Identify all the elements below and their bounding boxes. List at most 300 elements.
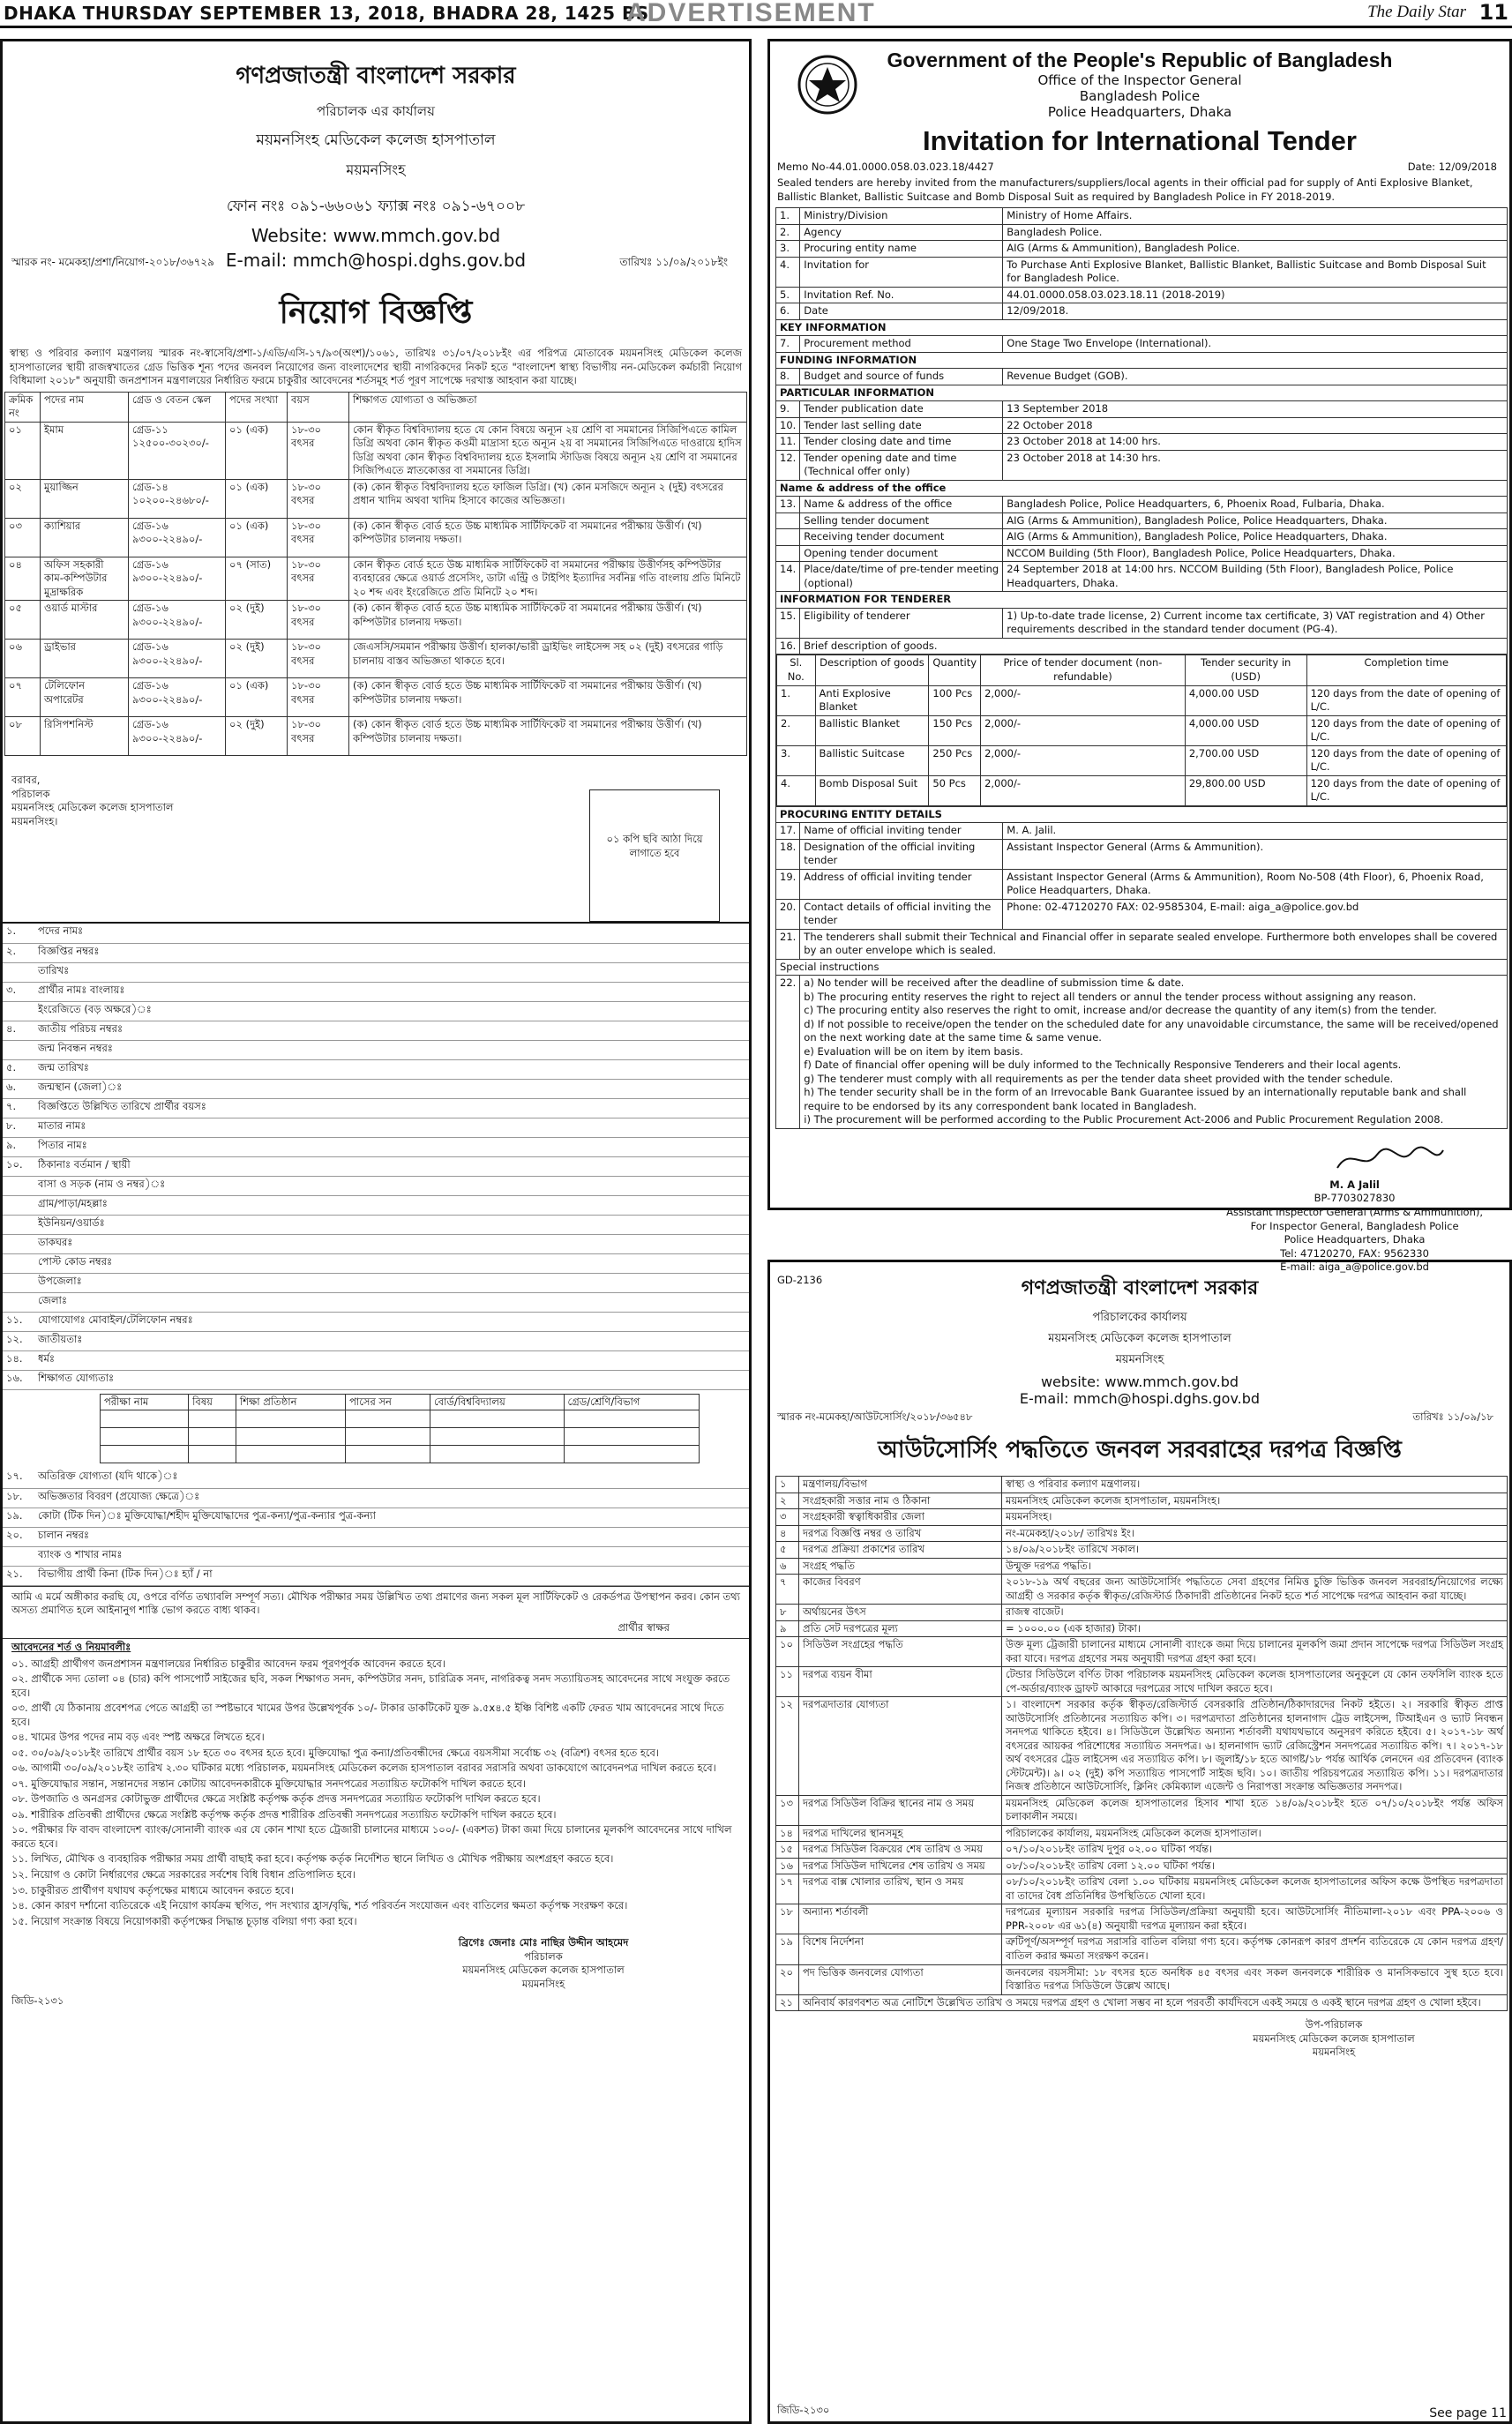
goods-value: Anti Explosive Blanket: [815, 685, 929, 715]
row-value: Revenue Budget (GOB).: [1003, 369, 1508, 385]
table-row: [776, 241, 1508, 258]
form-label: চালান নম্বরঃ: [34, 1527, 749, 1546]
goods-value: 2,000/-: [981, 685, 1186, 715]
table-row: [776, 839, 1508, 869]
goods-row: [776, 655, 1508, 806]
masthead-page-number: 11: [1478, 0, 1508, 25]
form-label: পোস্ট কোড নম্বরঃ: [34, 1253, 749, 1273]
section-header: [776, 319, 1508, 336]
row-num: ৪: [776, 1525, 799, 1542]
ad-outsourcing-tender: [767, 1260, 1512, 2424]
b-signature-mark: [1333, 1141, 1448, 1177]
row-num: 11.: [776, 434, 800, 451]
row-num: 15.: [776, 608, 800, 638]
goods-value: 29,800.00 USD: [1185, 775, 1306, 805]
goods-value: 4,000.00 USD: [1185, 685, 1306, 715]
goods-value: 4.: [777, 775, 816, 805]
goods-item: [777, 775, 1507, 805]
form-row: [3, 1040, 749, 1059]
row-label: Name & address of the office: [800, 497, 1003, 513]
row-value: 22 October 2018: [1003, 417, 1508, 434]
a-phone: ফোন নংঃ ০৯১-৬৬০৬১ ফ্যাক্স নংঃ ০৯১-৬৭০০৮: [226, 198, 526, 215]
table-row: [776, 512, 1508, 529]
table-cell: গ্রেড-১৪ ১০২০০-২৪৬৮০/-: [129, 479, 226, 518]
table-row: [776, 1620, 1508, 1637]
table-row: [5, 479, 747, 518]
row-value: The tenderers shall submit their Technical and Financial offer in separate sealed envelope. Furthermore both envelopes shall be covered by an outer envelope which is sealed.: [800, 929, 1508, 959]
form-row: [3, 1527, 749, 1546]
row-value: Bangladesh Police, Police Headquarters, 6, Phoenix Road, Fulbaria, Dhaka.: [1003, 497, 1508, 513]
a-col-header: ক্রমিক নং: [5, 392, 41, 422]
table-row: [776, 1934, 1508, 1964]
table-cell: ১৮-৩০ বৎসর: [288, 678, 349, 717]
condition-item: ১১. লিখিত, মৌখিক ও ব্যবহারিক পরীক্ষার সময় প্রার্থী বাছাই করা হবে। কর্তৃপক্ষ কর্তৃক নির্দেশিত স্থানে লিখিত ও মৌখিক পরীক্ষায় অংশগ্রহণ করতে হবে।: [11, 1852, 614, 1866]
table-cell: ০১ (এক): [226, 479, 288, 518]
goods-value: 3.: [777, 745, 816, 775]
form-label: বিজ্ঞপ্তিতে উল্লিখিত তারিখে প্রার্থীর বয়সঃ: [34, 1098, 749, 1118]
section-header: [776, 385, 1508, 401]
goods-value: 120 days from the date of opening of L/C.: [1306, 715, 1506, 745]
form-label: উপজেলাঃ: [34, 1273, 749, 1292]
form-row: [3, 1234, 749, 1253]
form-label: মাতার নামঃ: [34, 1118, 749, 1137]
row-num: ১০: [776, 1637, 799, 1667]
table-cell: ০২ (দুই): [226, 640, 288, 678]
ad-recruitment: [0, 39, 752, 2424]
table-cell: গ্রেড-১৬ ৯৩০০-২২৪৯০/-: [129, 717, 226, 756]
row-value: ২০১৮-১৯ অর্থ বছরের জন্য আউটসোর্সিং পদ্ধতিতে সেবা গ্রহণের নিমিত্ত চুক্তি ভিত্তিক জনবল সরবরাহ/নিয়োগের লক্ষ্যে আগ্রহী ও সরকার কর্তৃক স্বীকৃত/রেজিস্টার্ড ঠিকাদারী প্রতিষ্ঠানের নিকট হতে শর্ত সাপেক্ষে দরপত্র আহবান করা যাচ্ছে।: [1002, 1575, 1508, 1605]
goods-col-header: Price of tender document (non-refundable): [981, 655, 1186, 685]
row-num: 14.: [776, 562, 800, 592]
c-website: website: www.mmch.gov.bd: [1040, 1373, 1239, 1390]
table-cell: ১৮-৩০ বৎসর: [288, 601, 349, 640]
row-label: মন্ত্রণালয়/বিভাগ: [799, 1477, 1002, 1493]
form-label: ইউনিয়ন/ওয়ার্ডঃ: [34, 1215, 749, 1234]
form-label: পদের নামঃ: [34, 924, 749, 943]
goods-col-header: Completion time: [1306, 655, 1506, 685]
b-title: Invitation for International Tender: [922, 125, 1357, 156]
row-value: 23 October 2018 at 14:30 hrs.: [1003, 450, 1508, 480]
table-cell: (ক) কোন স্বীকৃত বোর্ড হতে উচ্চ মাধ্যমিক সার্টিফিকেট বা সমমানের পরীক্ষায় উত্তীর্ণ। (খ) কম্পিউটার চালনায় দক্ষতা।: [349, 678, 747, 717]
table-row: [776, 608, 1508, 638]
condition-item: ১৪. কোন কারণ দর্শানো ব্যতিরেকে এই নিয়োগ কার্যক্রম স্থগিত, পদ সংখ্যার হ্রাস/বৃদ্ধি, শর্ত পরিবর্তন সংযোজন এবং বাতিলের ক্ষমতা কর্তৃপক্ষ সংরক্ষণ করে।: [11, 1899, 628, 1912]
form-row: [3, 943, 749, 962]
a-col-header: পদের নাম: [41, 392, 129, 422]
row-num: 3.: [776, 241, 800, 258]
form-row: [3, 1176, 749, 1195]
goods-value: 50 Pcs: [929, 775, 981, 805]
goods-value: 2,000/-: [981, 745, 1186, 775]
edu-col-header: বিষয়: [189, 1394, 236, 1410]
table-cell: (ক) কোন স্বীকৃত বোর্ড হতে উচ্চ মাধ্যমিক সার্টিফিকেট বা সমমানের পরীক্ষায় উত্তীর্ণ। (খ) কম্পিউটার চালনায় দক্ষতা।: [349, 717, 747, 756]
table-cell: ০৭ (সাত): [226, 557, 288, 601]
row-value: To Purchase Anti Explosive Blanket, Ballistic Blanket, Ballistic Suitcase and Bomb Disposal Suit for Bangladesh Police.: [1003, 257, 1508, 287]
form-row: [3, 1469, 749, 1488]
row-num: ১২: [776, 1697, 799, 1796]
table-row: [776, 336, 1508, 353]
row-value: ০৭/১০/২০১৮ইং তারিখ দুপুর ০২.০০ ঘটিকা পর্যন্ত।: [1002, 1842, 1508, 1859]
table-cell: ড্রাইভার: [41, 640, 129, 678]
row-label: কাজের বিবরণ: [799, 1575, 1002, 1605]
tender-table: [775, 207, 1508, 1129]
table-cell: ১৮-৩০ বৎসর: [288, 640, 349, 678]
row-num: 7.: [776, 336, 800, 353]
form-label: বিজ্ঞপ্তির নম্বরঃ: [34, 943, 749, 962]
row-num: 19.: [776, 869, 800, 899]
section-header: [776, 592, 1508, 609]
row-num: 9.: [776, 401, 800, 418]
table-cell: (ক) কোন স্বীকৃত বোর্ড হতে উচ্চ মাধ্যমিক সার্টিফিকেট বা সমমানের পরীক্ষায় উত্তীর্ণ। (খ) কম্পিউটার চালনায় দক্ষতা।: [349, 601, 747, 640]
table-cell: গ্রেড-১৬ ৯৩০০-২২৪৯০/-: [129, 678, 226, 717]
signer-line: M. A Jalil: [1329, 1178, 1380, 1191]
table-cell: টেলিফোন অপারেটর: [41, 678, 129, 717]
table-row: [776, 1874, 1508, 1904]
row-label: অর্থায়নের উৎস: [799, 1605, 1002, 1621]
row-value: M. A. Jalil.: [1003, 823, 1508, 840]
instruction-item: a) No tender will be received after the deadline of submission time & date.: [804, 976, 1185, 990]
row-num: ৭: [776, 1575, 799, 1605]
table-cell: ক্যাশিয়ার: [41, 518, 129, 557]
goods-table: [776, 655, 1507, 805]
addressee-line: ময়মনসিংহ।: [11, 814, 58, 827]
row-value: জনবলের বয়সসীমা: ১৮ বৎসর হতে অনধিক ৪৫ বৎসর এবং সকল জনবলকে শারীরিক ও মানসিকভাবে সুস্থ হতে হবে। বিস্তারিত দরপত্র সিডিউলে উল্লেখ আছে।: [1002, 1964, 1508, 1994]
table-cell: গ্রেড-১১ ১২৫০০-৩০২৩০/-: [129, 422, 226, 479]
goods-col-header: Description of goods: [815, 655, 929, 685]
table-cell: গ্রেড-১৬ ৯৩০০-২২৪৯০/-: [129, 557, 226, 601]
row-value: = ১০০০.০০ (এক হাজার) টাকা।: [1002, 1620, 1508, 1637]
application-form-2: [3, 1469, 749, 1586]
addressee-line: ময়মনসিংহ মেডিকেল কলেজ হাসপাতাল: [11, 801, 174, 814]
a-heading-gov: গণপ্রজাতন্ত্রী বাংলাদেশ সরকার: [236, 63, 516, 89]
row-label: দরপত্র সিডিউল বিক্রয়ের শেষ তারিখ ও সময়: [799, 1842, 1002, 1859]
row-num: ১৭: [776, 1874, 799, 1904]
table-row: [776, 1525, 1508, 1542]
row-num: 13.: [776, 497, 800, 513]
addressee-line: বরাবর,: [11, 774, 41, 787]
a-signer: [338, 1936, 749, 1991]
row-label: Selling tender document: [800, 512, 1003, 529]
row-value: AIG (Arms & Ammunition), Bangladesh Police.: [1003, 241, 1508, 258]
c-date: তারিখঃ ১১/০৯/১৮: [1412, 1410, 1493, 1423]
row-num: 4.: [776, 257, 800, 287]
row-label: Receiving tender document: [800, 529, 1003, 546]
row-value: Bangladesh Police.: [1003, 224, 1508, 241]
row-label: Invitation for: [800, 257, 1003, 287]
row-label: সিডিউল সংগ্রহের পদ্ধতি: [799, 1637, 1002, 1667]
section-title: PARTICULAR INFORMATION: [776, 385, 1508, 401]
form-row: [3, 1059, 749, 1079]
condition-item: ০৯. শারীরিক প্রতিবন্ধী প্রার্থীদের ক্ষেত্রে সংশ্লিষ্ট কর্তৃপক্ষ কর্তৃক প্রদত্ত শারীরিক প্রতিবন্ধী সনদপত্রের সত্যায়িত ফটোকপি দাখিল করতে হবে।: [11, 1807, 557, 1821]
signer-line: ময়মনসিংহ মেডিকেল কলেজ হাসপাতাল: [462, 1964, 625, 1977]
a-applicant-signature: প্রার্থীর স্বাক্ষর: [618, 1620, 670, 1634]
form-label: প্রার্থীর নামঃ বাংলায়ঃ: [34, 982, 749, 1001]
form-num: [3, 1253, 34, 1273]
row-label: বিশেষ নির্দেশনা: [799, 1934, 1002, 1964]
a-title: নিয়োগ বিজ্ঞপ্তি: [279, 295, 473, 331]
table-row: [776, 303, 1508, 320]
form-row: [3, 1156, 749, 1176]
table-cell: ০৭: [5, 678, 41, 717]
c-code: জিডি-২১৩০: [777, 2404, 830, 2417]
form-num: ১৭.: [3, 1469, 34, 1488]
row-num: 10.: [776, 417, 800, 434]
table-cell: ০১ (এক): [226, 678, 288, 717]
table-cell: কোন স্বীকৃত বিশ্ববিদ্যালয় হতে যে কোন বিষয়ে অন্যূন ২য় শ্রেণি বা সমমানের সিজিপিএতে কামিল ডিগ্রি অথবা কোন স্বীকৃত কওমী মাদ্রাসা হতে অন্যূন ২য় বা সমমানের সিজিপিএতে দাওরায়ে হাদিস ডিগ্রি অথবা কোন স্বীকৃত বিশ্ববিদ্যালয় হতে ইসলামি স্টাডিজ বিষয়ে অন্যূন ২য় শ্রেণি বা সমমানের সিজিপিএতে স্নাতকোত্তর বা সমমানের ডিগ্রি।: [349, 422, 747, 479]
condition-item: ০৮. উপজাতি ও অনগ্রসর কোটাভুক্ত প্রার্থীদের ক্ষেত্রে সংশ্লিষ্ট কর্তৃপক্ষ কর্তৃক প্রদত্ত সনদপত্রের সত্যায়িত ফটোকপি দাখিল করতে হবে।: [11, 1792, 541, 1806]
table-cell: ওয়ার্ড মাস্টার: [41, 601, 129, 640]
form-label: বাসা ও সড়ক (নাম ও নম্বর)ঃ: [34, 1176, 749, 1195]
signer-line: ব্রিগেঃ জেনাঃ মোঃ নাছির উদ্দীন আহমেদ: [458, 1936, 629, 1949]
row-label: Procuring entity name: [800, 241, 1003, 258]
a-memo: স্মারক নং- মমেকহা/প্রশা/নিয়োগ-২০১৮/৩৬৭২৯: [11, 256, 214, 268]
special-instructions: [800, 976, 1508, 1129]
edu-col-header: গ্রেড/শ্রেণি/বিভাগ: [564, 1394, 700, 1410]
row-label: Eligibility of tenderer: [800, 608, 1003, 638]
table-cell: ০৩: [5, 518, 41, 557]
row-label: Tender closing date and time: [800, 434, 1003, 451]
signer-line: ময়মনসিংহ: [521, 1977, 565, 1990]
signer-line: Tel: 47120270, FAX: 9562330: [1280, 1246, 1429, 1260]
row-num: ১৫: [776, 1842, 799, 1859]
goods-value: 2,000/-: [981, 775, 1186, 805]
a-col-header: বয়স: [288, 392, 349, 422]
goods-value: 150 Pcs: [929, 715, 981, 745]
form-label: জন্ম তারিখঃ: [34, 1059, 749, 1079]
goods-col-header: Tender security in (USD): [1185, 655, 1306, 685]
table-row: [776, 869, 1508, 899]
condition-item: ০২. প্রার্থীকে সদ্য তোলা ০৪ (চার) কপি পাসপোর্ট সাইজের ছবি, সকল শিক্ষাগত সনদ, কম্পিউটার সনদ, চারিত্রিক সনদ, নাগরিকত্ব সনদ সত্যায়িতসহ আবেদনের সাথে সংযুক্ত করতে হবে।: [11, 1672, 730, 1699]
form-label: কোটা (টিক দিন)ঃ মুক্তিযোদ্ধা/শহীদ মুক্তিযোদ্ধাদের পুত্র-কন্যা/পুত্র-কন্যার পুত্র-কন্যা: [34, 1508, 749, 1527]
table-row: [5, 518, 747, 557]
row-num: [776, 545, 800, 562]
row-num: ১: [776, 1477, 799, 1493]
goods-item: [777, 745, 1507, 775]
page-masthead: [0, 0, 1512, 28]
signer-line: ময়মনসিংহ: [1312, 2046, 1356, 2059]
row-num: ২: [776, 1493, 799, 1509]
form-num: [3, 1001, 34, 1021]
goods-col-header: Sl. No.: [777, 655, 816, 685]
a-conditions: [3, 1657, 749, 1929]
row-num: ৬: [776, 1558, 799, 1575]
table-row: [776, 1795, 1508, 1825]
ad-police-tender: [767, 39, 1512, 1286]
table-row: [776, 929, 1508, 959]
a-code: জিডি-২১৩১: [11, 1994, 64, 2008]
a-email: E-mail: mmch@hospi.dghs.gov.bd: [225, 250, 527, 271]
goods-value: Bomb Disposal Suit: [815, 775, 929, 805]
condition-item: ০৭. মুক্তিযোদ্ধার সন্তান, সন্তানদের সন্তান কোটায় আবেদনকারীকে মুক্তিযোদ্ধার সনদপত্রের সত্যায়িত ফটোকপি দাখিল করতে হবে।: [11, 1777, 527, 1790]
table-row: [776, 899, 1508, 929]
condition-item: ১০. পরীক্ষার ফি বাবদ বাংলাদেশ ব্যাংক/সোনালী ব্যাংক এর যে কোন শাখা হতে ট্রেজারী চালানের মাধ্যমে ১০০/- (একশত) টাকা জমা দিয়ে চালানের মূলকপি আবেদনের সাথে দাখিল করতে হবে।: [11, 1823, 732, 1850]
table-row: [776, 1825, 1508, 1842]
form-row: [3, 1566, 749, 1585]
form-num: ১.: [3, 924, 34, 943]
form-label: বিভাগীয় প্রার্থী কিনা (টিক দিন)ঃ হ্যাঁ / না: [34, 1566, 749, 1585]
table-cell: গ্রেড-১৬ ৯৩০০-২২৪৯০/-: [129, 518, 226, 557]
row-label: Invitation Ref. No.: [800, 287, 1003, 303]
form-num: [3, 1215, 34, 1234]
form-num: ১০.: [3, 1156, 34, 1176]
row-label: দরপত্র বাক্স খোলার তারিখ, স্থান ও সময়: [799, 1874, 1002, 1904]
table-row: [776, 1667, 1508, 1697]
form-row: [3, 924, 749, 943]
goods-value: 120 days from the date of opening of L/C.: [1306, 745, 1506, 775]
row-value: ময়মনসিংহ মেডিকেল কলেজ হাসপাতাল, ময়মনসিংহ।: [1002, 1493, 1508, 1509]
outsourcing-table: [775, 1476, 1508, 2011]
form-num: ১৮.: [3, 1488, 34, 1508]
row-label: দরপত্র প্রক্রিয়া প্রকাশের তারিখ: [799, 1542, 1002, 1559]
a-heading-hospital: ময়মনসিংহ মেডিকেল কলেজ হাসপাতাল: [256, 131, 496, 149]
row-label: Agency: [800, 224, 1003, 241]
signer-line: উপ-পরিচালক: [1305, 2018, 1363, 2031]
photo-box: [589, 789, 720, 922]
table-cell: ০৮: [5, 717, 41, 756]
row-num: ৮: [776, 1605, 799, 1621]
row-value: ময়মনসিংহ মেডিকেল কলেজ হাসপাতালের হিসাব শাখা হতে ১৪/০৯/২০১৮ইং হতে ০৭/১০/২০১৮ইং পর্যন্ত অফিস চলাকালীন সময়ে।: [1002, 1795, 1508, 1825]
row-value: ০৮/১০/২০১৮ইং তারিখ বেলা ১২.০০ ঘটিকা পর্যন্ত।: [1002, 1858, 1508, 1874]
form-num: ৭.: [3, 1098, 34, 1118]
addressee-line: পরিচালক: [11, 787, 50, 800]
condition-item: ০৩. প্রার্থী যে ঠিকানায় প্রবেশপত্র পেতে আগ্রহী তা স্পষ্টভাবে খামের উপর উল্লেখপূর্বক ১০/- টাকার ডাকটিকেট যুক্ত ৯.৫x৪.৫ ইঞ্চি বিশিষ্ট একটি ফেরত খাম আবেদনের সাথে দিতে হবে।: [11, 1702, 724, 1728]
row-label: Name of official inviting tender: [800, 823, 1003, 840]
table-row: [776, 434, 1508, 451]
form-row: [3, 1546, 749, 1566]
condition-item: ১৩. চাকুরীরত প্রার্থীগণ যথাযথ কর্তৃপক্ষের মাধ্যমে আবেদন করতে হবে।: [11, 1883, 295, 1897]
form-label: যোগাযোগঃ মোবাইল/টেলিফোন নম্বরঃ: [34, 1312, 749, 1331]
row-value: পরিচালকের কার্যালয়, ময়মনসিংহ মেডিকেল কলেজ হাসপাতাল।: [1002, 1825, 1508, 1842]
table-row: [776, 224, 1508, 241]
c-heading-office: পরিচালকের কার্যালয়: [1092, 1311, 1187, 1324]
row-value: 44.01.0000.058.03.023.18.11 (2018-2019): [1003, 287, 1508, 303]
table-row: [776, 638, 1508, 655]
row-label: Opening tender document: [800, 545, 1003, 562]
a-conditions-title: আবেদনের শর্ত ও নিয়মাবলীঃ: [3, 1638, 749, 1657]
table-cell: ১৮-৩০ বৎসর: [288, 557, 349, 601]
signer-line: E-mail: aiga_a@police.gov.bd: [1280, 1261, 1429, 1274]
row-num: 20.: [776, 899, 800, 929]
row-value: Assistant Inspector General (Arms & Ammunition), Room No-508 (4th Floor), 6, Phoenix Road, Police Headquarters, Dhaka.: [1003, 869, 1508, 899]
form-num: ১১.: [3, 1312, 34, 1331]
goods-value: 120 days from the date of opening of L/C.: [1306, 685, 1506, 715]
table-row: [776, 1477, 1508, 1493]
row-num: 16.: [776, 638, 800, 655]
b-heading-gov: Government of the People's Republic of Bangladesh: [887, 49, 1393, 71]
row-value: 12/09/2018.: [1003, 303, 1508, 320]
police-emblem-icon: [795, 54, 860, 116]
form-num: ১৪.: [3, 1350, 34, 1370]
row-num: ৯: [776, 1620, 799, 1637]
table-row: [5, 557, 747, 601]
row-label: Ministry/Division: [800, 208, 1003, 225]
row-value: ০৮/১০/২০১৮ইং তারিখ বেলা ১.০০ ঘটিকায় ময়মনসিংহ মেডিকেল কলেজ হাসপাতালের অফিস কক্ষে উপস্থিত দরপত্রদাতা বা তাদের বৈধ প্রতিনিধির উপস্থিতিতে খোলা হবে।: [1002, 1874, 1508, 1904]
table-cell: ০১ (এক): [226, 518, 288, 557]
row-value: ১৪/০৯/২০১৮ইং তারিখে সকাল।: [1002, 1542, 1508, 1559]
c-heading-gov: গণপ্রজাতন্ত্রী বাংলাদেশ সরকার: [1021, 1277, 1259, 1299]
table-row: [776, 562, 1508, 592]
table-row: [776, 1842, 1508, 1859]
row-num: ১৯: [776, 1934, 799, 1964]
row-label: দরপত্র বিজ্ঞপ্তি নম্বর ও তারিখ: [799, 1525, 1002, 1542]
signer-line: Police Headquarters, Dhaka: [1284, 1233, 1426, 1246]
goods-value: 250 Pcs: [929, 745, 981, 775]
table-cell: ০২: [5, 479, 41, 518]
form-num: ৯.: [3, 1137, 34, 1156]
table-cell: মুয়াজ্জিন: [41, 479, 129, 518]
form-row: [3, 1350, 749, 1370]
table-cell: ০৫: [5, 601, 41, 640]
form-row: [3, 962, 749, 982]
row-num: ১৬: [776, 1858, 799, 1874]
edu-col-header: পাসের সন: [346, 1394, 430, 1410]
row-label: Tender last selling date: [800, 417, 1003, 434]
table-cell: ১৮-৩০ বৎসর: [288, 422, 349, 479]
a-heading-office: পরিচালক এর কার্যালয়: [317, 103, 435, 119]
goods-header: [777, 655, 1507, 685]
goods-value: 1.: [777, 685, 816, 715]
row-label: পদ ভিত্তিক জনবলের যোগ্যতা: [799, 1964, 1002, 1994]
row-num: 6.: [776, 303, 800, 320]
row-value: ১। বাংলাদেশ সরকার কর্তৃক স্বীকৃত/রেজিস্টার্ড বেসরকারি প্রতিষ্ঠান/ঠিকাদারদের নিকট হইতে। ২। সরকারি স্বীকৃত প্রাপ্ত আউটসোর্সিং প্রতিষ্ঠানের সত্যায়িত কপি। ৩। দরপত্রদাতা প্রতিষ্ঠানের হালনাগাদ ট্রেড লাইসেন্স, টিআইএন ও ভ্যাট নিবন্ধন সনদপত্র থাকিতে হইবে। ৪। সিডিউলে উল্লেখিত অন্যান্য শর্তাবলী যথাযথভাবে অনুসরণ করিতে হইবে। ৫। ২০১৭-১৮ অর্থ বৎসরের আয়কর পরিশোধের সত্যায়িত সনদপত্র। ৬। হালনাগাদ ভ্যাট রেজিস্ট্রেশন সনদপত্রের সত্যায়িত কপি। ৭। ২০১৭-১৮ অর্থ বৎসরের ট্রেড লাইসেন্স এর সত্যায়িত কপি। ৮। জুলাই/১৮ হতে আগষ্ট/১৮ পর্যন্ত আর্থিক লেনদেন এর প্রতিবেদন (ব্যাংক স্টেটমেন্ট)। ৯। ০২ (দুই) কপি সত্যায়িত পাসপোর্ট সাইজ ছবি। ১০। জাতীয় পরিচয়পত্রের সত্যায়িত কপি। ১১। দরপত্রদাতার নিজস্ব প্রতিষ্ঠানে আউটসোর্সিং, ক্লিনিং কেমিক্যাল এজেন্ট ও নিরাপত্তা সংক্রান্ত অভিজ্ঞতার সনদপত্র।: [1002, 1697, 1508, 1796]
table-row: [5, 678, 747, 717]
table-cell: গ্রেড-১৬ ৯৩০০-২২৪৯০/-: [129, 640, 226, 678]
table-row: [5, 601, 747, 640]
form-row: [3, 1273, 749, 1292]
row-label: সংগ্রহকারী সত্তার নাম ও ঠিকানা: [799, 1493, 1002, 1509]
table-cell: ১৮-৩০ বৎসর: [288, 717, 349, 756]
table-row: [776, 1858, 1508, 1874]
goods-cell: [776, 655, 1508, 806]
form-label: ঠিকানাঃ বর্তমান / স্থায়ী: [34, 1156, 749, 1176]
goods-value: 4,000.00 USD: [1185, 715, 1306, 745]
row-label: Brief description of goods.: [800, 638, 1508, 655]
row-num: ১৪: [776, 1825, 799, 1842]
form-label: জন্মস্থান (জেলা)ঃ: [34, 1079, 749, 1098]
table-row: [776, 1637, 1508, 1667]
table-cell: রিসিপশনিস্ট: [41, 717, 129, 756]
form-row: [3, 982, 749, 1001]
form-row: [3, 1137, 749, 1156]
form-label: জাতীয় পরিচয় নম্বরঃ: [34, 1021, 749, 1040]
form-num: ২.: [3, 943, 34, 962]
instruction-item: d) If not possible to receive/open the tender on the scheduled date for any unavoidable circumstance, the same will be received/opened on the next working date at the same time & same venue.: [804, 1017, 1499, 1044]
table-cell: ০১: [5, 422, 41, 479]
table-row: [5, 717, 747, 756]
signer-line: ময়মনসিংহ মেডিকেল কলেজ হাসপাতাল: [1253, 2031, 1415, 2045]
row-value: 23 October 2018 at 14:00 hrs.: [1003, 434, 1508, 451]
goods-value: Ballistic Blanket: [815, 715, 929, 745]
signer-line: পরিচালক: [524, 1949, 563, 1963]
a-website: Website: www.mmch.gov.bd: [251, 225, 501, 246]
a-declaration: আমি এ মর্মে অঙ্গীকার করছি যে, ওপরে বর্ণিত তথ্যাবলি সম্পূর্ণ সত্য। মৌখিক পরীক্ষার সময় উল্লিখিত তথ্য প্রমাণের জন্য সকল মূল সার্টিফিকেট ও রেকর্ডপত্র উপস্থাপন করব। কোন তথ্য অসত্য প্রমাণিত হলে আইনানুগ শাস্তি ভোগ করতে বাধ্য থাকব।: [3, 1586, 749, 1621]
row-label: অন্যান্য শর্তাবলী: [799, 1904, 1002, 1934]
instruction-item: b) The procuring entity reserves the right to reject all tenders or annul the tender process without assigning any reason.: [804, 990, 1417, 1003]
row-label: Budget and source of funds: [800, 369, 1003, 385]
c-email: E-mail: mmch@hospi.dghs.gov.bd: [1019, 1390, 1261, 1407]
row-num: ১১: [776, 1667, 799, 1697]
row-value: উক্ত মূল্য ট্রেজারী চালানের মাধ্যমে সোনালী ব্যাংকে জমা দিয়ে চালানের মূলকপি জমা প্রদান সাপেক্ষে দরপত্র সিডিউল সংগ্রহ করা যাবে। দরপত্র গ্রহণের সময় অনুযায়ী দরপত্র গ্রহণ করা হবে।: [1002, 1637, 1508, 1667]
form-row: [3, 1292, 749, 1312]
form-label: তারিখঃ: [34, 962, 749, 982]
section-title: FUNDING INFORMATION: [776, 352, 1508, 369]
goods-col-header: Quantity: [929, 655, 981, 685]
goods-item: [777, 715, 1507, 745]
form-label: ব্যাংক ও শাখার নামঃ: [34, 1546, 749, 1566]
form-num: ২০.: [3, 1527, 34, 1546]
table-row: [776, 417, 1508, 434]
masthead-brand: The Daily Star: [1367, 3, 1466, 21]
form-row: [3, 1253, 749, 1273]
